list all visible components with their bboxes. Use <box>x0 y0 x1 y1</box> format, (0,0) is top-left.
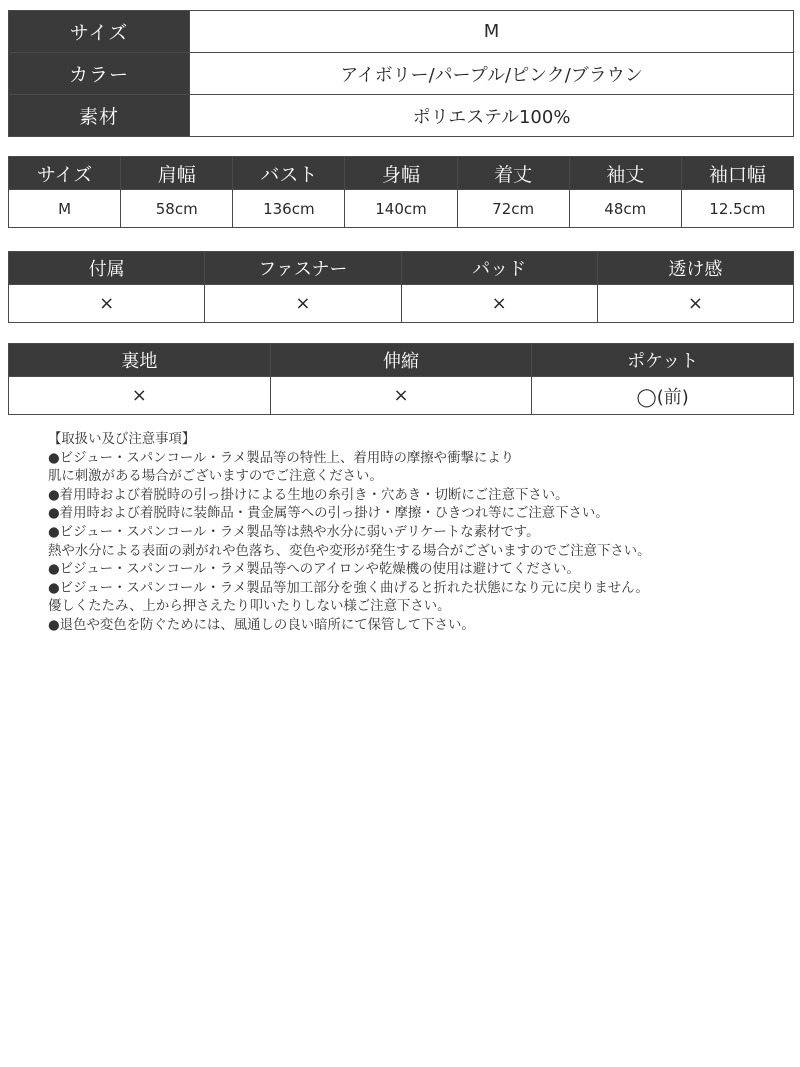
note-line: ●退色や変色を防ぐためには、風通しの良い暗所にて保管して下さい。 <box>48 617 475 633</box>
option-value: × <box>401 285 597 323</box>
note-line: ●ビジュー・スパンコール・ラメ製品等へのアイロンや乾燥機の使用は避けてください。 <box>48 562 580 578</box>
spec-row-color <box>9 53 794 95</box>
size-header: 着丈 <box>457 157 569 190</box>
size-header: サイズ <box>9 157 121 190</box>
size-value: 12.5cm <box>681 190 793 228</box>
care-notes <box>48 431 793 636</box>
options-value-row <box>9 377 794 415</box>
option-header: 裏地 <box>9 344 271 377</box>
note-line: 熱や水分による表面の剥がれや色落ち、変色や変形が発生する場合がございますのでご注意下さい。 <box>48 543 651 559</box>
size-value: 136cm <box>233 190 345 228</box>
size-header: 身幅 <box>345 157 457 190</box>
option-value: × <box>9 285 205 323</box>
size-header: バスト <box>233 157 345 190</box>
size-value: 58cm <box>121 190 233 228</box>
spec-value: アイボリー/パープル/ピンク/ブラウン <box>190 53 794 95</box>
spec-label: 素材 <box>9 95 190 137</box>
options-value-row <box>9 285 794 323</box>
option-value: ◯(前) <box>532 377 794 415</box>
spec-row-size <box>9 11 794 53</box>
spec-value: ポリエステル100% <box>190 95 794 137</box>
note-line: ●着用時および着脱時に装飾品・貴金属等への引っ掛け・摩擦・ひきつれ等にご注意下さい。 <box>48 506 609 522</box>
note-line: ●ビジュー・スパンコール・ラメ製品等加工部分を強く曲げると折れた状態になり元に戻りません。 <box>48 580 649 596</box>
size-header: 肩幅 <box>121 157 233 190</box>
options-header-row <box>9 252 794 285</box>
options-header-row <box>9 344 794 377</box>
option-value: × <box>270 377 532 415</box>
option-header: 透け感 <box>597 252 793 285</box>
note-line: ●ビジュー・スパンコール・ラメ製品等は熱や水分に弱いデリケートな素材です。 <box>48 524 540 540</box>
option-value: × <box>597 285 793 323</box>
option-header: 付属 <box>9 252 205 285</box>
note-line: ●着用時および着脱時の引っ掛けによる生地の糸引き・穴あき・切断にご注意下さい。 <box>48 487 569 503</box>
size-value: 140cm <box>345 190 457 228</box>
spec-label: カラー <box>9 53 190 95</box>
options-table-2 <box>8 343 794 415</box>
option-header: ファスナー <box>205 252 401 285</box>
note-line: 優しくたたみ、上から押さえたり叩いたりしない様ご注意下さい。 <box>48 599 451 615</box>
option-header: パッド <box>401 252 597 285</box>
spec-row-material <box>9 95 794 137</box>
size-header-row <box>9 157 794 190</box>
size-value: 48cm <box>569 190 681 228</box>
spec-table <box>8 10 794 137</box>
notes-heading: 【取扱い及び注意事項】 <box>48 432 196 447</box>
note-line: 肌に刺激がある場合がございますのでご注意ください。 <box>48 469 383 485</box>
option-header: 伸縮 <box>270 344 532 377</box>
note-line: ●ビジュー・スパンコール・ラメ製品等の特性上、着用時の摩擦や衝撃により <box>48 450 515 466</box>
option-value: × <box>9 377 271 415</box>
size-header: 袖口幅 <box>681 157 793 190</box>
size-value-row <box>9 190 794 228</box>
size-value: 72cm <box>457 190 569 228</box>
spec-label: サイズ <box>9 11 190 53</box>
size-header: 袖丈 <box>569 157 681 190</box>
option-header: ポケット <box>532 344 794 377</box>
option-value: × <box>205 285 401 323</box>
spec-value: M <box>190 11 794 53</box>
size-table <box>8 156 794 228</box>
options-table-1 <box>8 251 794 323</box>
size-value: M <box>9 190 121 228</box>
